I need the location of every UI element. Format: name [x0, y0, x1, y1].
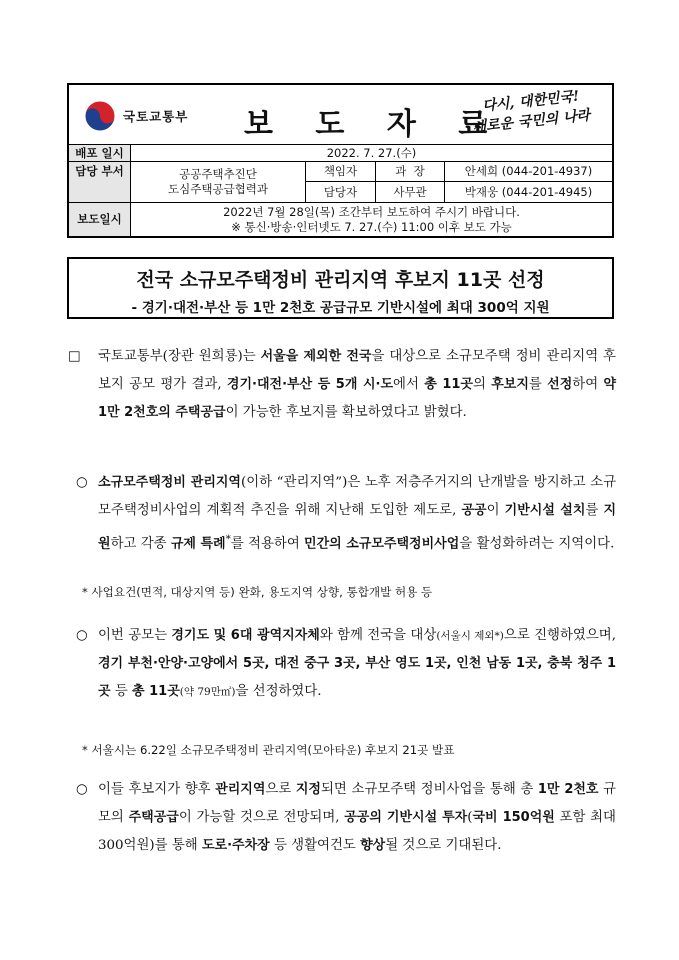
headline: 전국 소규모주택정비 관리지역 후보지 11곳 선정: [136, 269, 545, 291]
resp-title: 과 장: [395, 164, 425, 178]
ministry-name: 국토교통부: [123, 109, 189, 124]
subheadline: - 경기·대전·부산 등 1만 2천호 공급규모 기반시설에 최대 300억 지원: [131, 300, 550, 316]
paragraph-4-text: 이들 후보지가 향후 관리지역으로 지정되면 소규모주택 정비사업을 통해 총 1만 2천호 규모의 주택공급이 가능할 것으로 전망되며, 공공의 기반시설 투자(국비 150억원 포함 최대 300억원)를 통해 도로·주차장 등 생활여건도 향상될 것으로 기대된다.: [98, 782, 616, 853]
press-release-title: 보 도 자 료: [244, 107, 504, 142]
dist-label: 배포 일시: [69, 145, 130, 161]
paragraph-2-text: 소규모주택정비 관리지역(이하 “관리지역”)은 노후 저층주거지의 난개발을 방지하고 소규모주택정비사업의 계획적 추진을 위해 지난해 도입한 제도로, 공공이 기반시설 설치를 지원하고 각종 규제 특례*를 적용하여 민간의 소규모주택정비사업을 활성화하려는 지역이다.: [98, 475, 617, 552]
square-bullet-icon: □: [68, 349, 81, 364]
resp-contact: 안세희 (044-201-4937): [464, 164, 593, 178]
slogan: [462, 84, 612, 153]
embargo-label: 보도일시: [69, 203, 130, 236]
staff-title: 사무관: [393, 184, 427, 199]
footnote-2: * 서울시는 6.22일 소규모주택정비 관리지역(모아타운) 후보지 21곳 발표: [82, 743, 455, 757]
header-table: [67, 83, 614, 238]
circle-bullet-icon: ○: [76, 782, 88, 797]
staff-label: 담당자: [323, 184, 358, 199]
circle-bullet-icon: ○: [76, 628, 88, 643]
dept-label: 담당 부서: [69, 162, 130, 202]
paragraph-2: [76, 469, 616, 558]
embargo-value: [131, 203, 612, 236]
slogan-line-2: 새로운 국민의 나라: [471, 107, 591, 136]
paragraph-3-text: 이번 공모는 경기도 및 6대 광역지자체와 함께 전국을 대상(서울시 제외*)으로 진행하였으며, 경기 부천·안양·고양에서 5곳, 대전 중구 3곳, 부산 영도 1곳, 인천 남동 1곳, 충북 청주 1곳 등 총 11곳(약 79만㎡)을 선정하였다.: [98, 628, 616, 699]
headline-box: [67, 257, 614, 319]
embargo-line-1: 2022년 7월 28일(목) 조간부터 보도하여 주시기 바랍니다.: [223, 204, 520, 219]
paragraph-4: [76, 776, 616, 860]
footnote-1: * 사업요건(면적, 대상지역 등) 완화, 용도지역 상향, 통합개발 허용 등: [82, 585, 433, 599]
staff-contact: 박재웅 (044-201-4945): [464, 184, 593, 199]
taegeuk-logo-icon: [83, 99, 117, 133]
paragraph-1: [68, 343, 616, 427]
dept-line-1: 공공주택추진단: [179, 167, 257, 181]
paragraph-1-text: 국토교통부(장관 원희룡)는 서울을 제외한 전국을 대상으로 소규모주택 정비 관리지역 후보지 공모 평가 결과, 경기·대전·부산 등 5개 시·도에서 총 11곳의 후보지를 선정하여 약 1만 2천호의 주택공급이 가능한 후보지를 확보하였다고 밝혔다.: [98, 349, 616, 420]
resp-label: 책임자: [323, 164, 358, 178]
paragraph-3: [76, 622, 616, 706]
dept-value: [131, 162, 305, 202]
ministry-logo: [83, 99, 188, 133]
dist-value: 2022. 7. 27.(수): [326, 145, 417, 160]
circle-bullet-icon: ○: [76, 475, 88, 490]
embargo-line-2: ※ 통신·방송·인터넷도 7. 27.(수) 11:00 이후 보도 가능: [231, 219, 512, 234]
slogan-line-1: 다시, 대한민국!: [481, 88, 580, 115]
dept-line-2: 도심주택공급협력과: [168, 182, 268, 196]
